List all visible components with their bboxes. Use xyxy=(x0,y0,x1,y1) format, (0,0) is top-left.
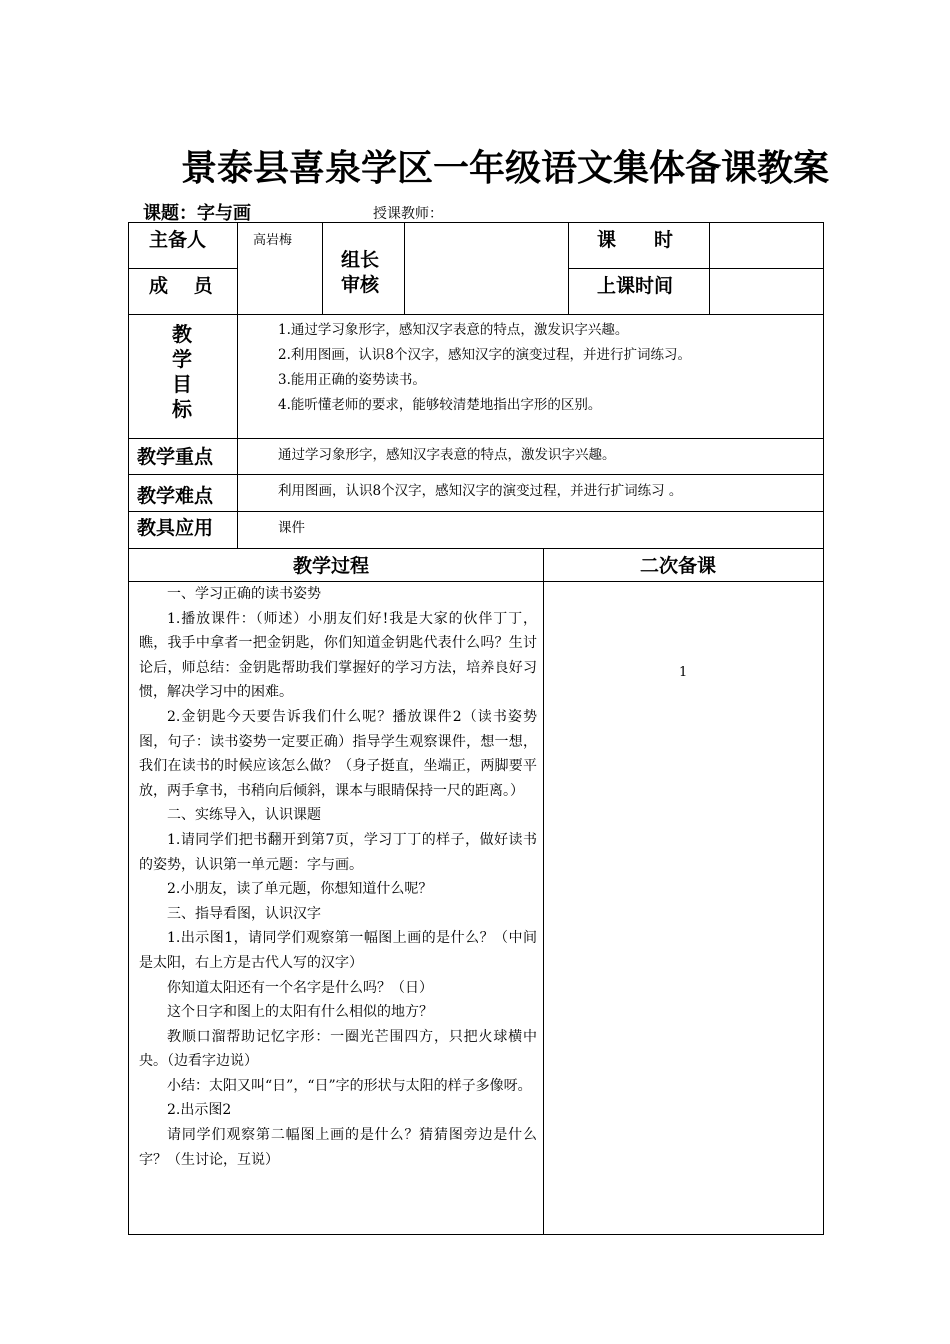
process-paragraph: 请同学们观察第二幅图上画的是什么？猜猜图旁边是什么字？（生讨论，互说） xyxy=(139,1127,537,1168)
process-paragraph: 二、实练导入，认识课题 xyxy=(167,807,321,824)
teaching-goals-label: 教 学 目 标 xyxy=(172,322,192,421)
goal-item: 1.通过学习象形字，感知汉字表意的特点，激发识字兴趣。 xyxy=(278,322,629,338)
col-divider xyxy=(322,222,323,314)
col-divider xyxy=(404,222,405,314)
class-hours-label: 课 时 xyxy=(597,229,674,251)
goal-item: 3.能用正确的姿势读书。 xyxy=(278,372,426,388)
col-divider xyxy=(237,222,238,548)
process-header: 教学过程 xyxy=(293,555,370,577)
process-paragraph: 2.出示图2 xyxy=(167,1102,232,1119)
row-divider xyxy=(128,511,824,512)
process-paragraph: 2.金钥匙今天要告诉我们什么呢？播放课件2（读书姿势图，句子：读书姿势一定要正确）指导学生观察课件，想一想，我们在读书的时候应该怎么做？（身子挺直，坐端正，两脚要平放，两手拿书，书稍向后倾斜，课本与眼睛保持一尺的距离。） xyxy=(139,708,537,799)
lesson-topic: 课题：字与画 xyxy=(143,203,251,224)
process-paragraph: 这个日字和图上的太阳有什么相似的地方？ xyxy=(167,1004,433,1021)
teaching-aids-text: 课件 xyxy=(278,520,305,536)
process-paragraph: 三、指导看图，认识汉字 xyxy=(167,905,321,922)
col-divider xyxy=(568,222,569,314)
difficulty-text: 利用图画，认识8个汉字，感知汉字的演变过程，并进行扩词练习 。 xyxy=(278,483,683,499)
teacher-label: 授课教师： xyxy=(373,206,443,222)
lead-preparer-label: 主备人 xyxy=(149,229,207,251)
row-divider xyxy=(128,314,824,315)
key-point-label: 教学重点 xyxy=(137,446,214,468)
teaching-process-body xyxy=(139,582,537,1172)
teaching-aids-label: 教具应用 xyxy=(137,517,214,539)
members-label: 成 员 xyxy=(149,275,213,297)
key-point-text: 通过学习象形字，感知汉字表意的特点，激发识字兴趣。 xyxy=(278,447,616,463)
col-divider xyxy=(543,548,544,1235)
difficulty-label: 教学难点 xyxy=(137,485,214,507)
process-paragraph: 一、学习正确的读书姿势 xyxy=(167,586,321,602)
process-paragraph: 教顺口溜帮助记忆字形：一圈光芒围四方，只把火球横中央。（边看字边说） xyxy=(139,1028,537,1070)
col-divider xyxy=(709,222,710,314)
goal-item: 2.利用图画，认识8个汉字，感知汉字的演变过程，并进行扩词练习。 xyxy=(278,347,691,363)
process-paragraph: 2.小朋友，读了单元题，你想知道什么呢？ xyxy=(167,881,433,898)
row-divider xyxy=(128,548,824,549)
process-paragraph: 你知道太阳还有一个名字是什么吗？（日） xyxy=(167,979,433,996)
row-divider xyxy=(128,268,238,269)
review-label-line1: 组长 xyxy=(341,249,380,271)
page-number: 1 xyxy=(679,665,688,680)
row-divider xyxy=(128,438,824,439)
review-label-line2: 审核 xyxy=(341,274,380,296)
process-paragraph: 1.出示图1，请同学们观察第一幅图上画的是什么？（中间是太阳，右上方是古代人写的汉字） xyxy=(139,930,537,971)
process-paragraph: 小结：太阳又叫“日”，“日”字的形状与太阳的样子多像呀。 xyxy=(167,1077,532,1094)
lead-preparer-value: 高岩梅 xyxy=(253,233,293,248)
second-prep-header: 二次备课 xyxy=(640,555,717,577)
row-divider xyxy=(568,268,824,269)
row-divider xyxy=(128,474,824,475)
page-title: 景泰县喜泉学区一年级语文集体备课教案 xyxy=(181,147,830,189)
process-paragraph: 1.请同学们把书翻开到第7页，学习丁丁的样子，做好读书的姿势，认识第一单元题：字与画。 xyxy=(139,831,537,873)
process-paragraph: 1.播放课件：（师述）小朋友们好!我是大家的伙伴丁丁，瞧，我手中拿者一把金钥匙，你们知道金钥匙代表什么吗？生讨论后，师总结：金钥匙帮助我们掌握好的学习方法，培养良好习惯，解决学习中的困难。 xyxy=(139,610,537,701)
goal-item: 4.能听懂老师的要求，能够较清楚地指出字形的区别。 xyxy=(278,397,602,413)
class-time-label: 上课时间 xyxy=(597,275,674,297)
